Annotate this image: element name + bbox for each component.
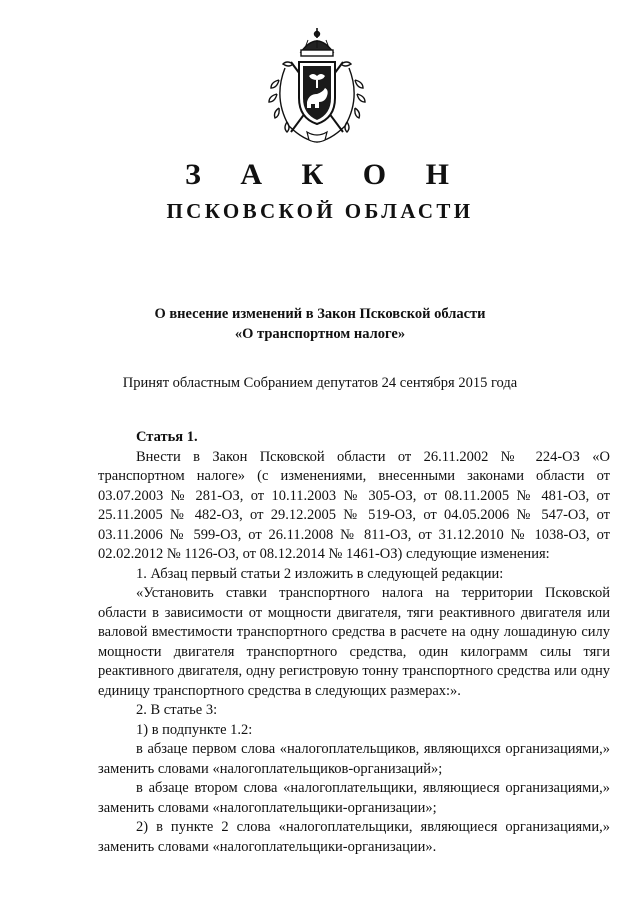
paragraph: 2) в пункте 2 слова «налогоплательщики, являющиеся организациями,» заменить словами «налогоплательщики-организации». <box>98 819 610 855</box>
document-title: З А К О Н <box>185 158 465 191</box>
article-body <box>98 428 610 857</box>
paragraph: 1) в подпункте 1.2: <box>136 721 253 738</box>
paragraph: 2. В статье 3: <box>136 702 218 718</box>
subject-line-1: О внесение изменений в Закон Псковской области <box>154 306 486 322</box>
crown-icon <box>301 28 333 56</box>
paragraph: «Установить ставки транспортного налога на территории Псковской области в зависимости от мощности двигателя, тяги реактивного двигателя или валовой вместимости транспортного средства в расчете на одну лошадиную силу мощности двигателя транспортного средства, один килограмм силы тяги реактивного двигателя, одну регистровую тонну транспортного средства или одну единицу транспортного средства в следующих размерах:». <box>98 585 610 699</box>
paragraph: Внести в Закон Псковской области от 26.11.2002 № 224-ОЗ «О транспортном налоге» (с изменениями, внесенными законами области от 03.07.2003 № 281-ОЗ, от 10.11.2003 № 305-ОЗ, от 08.11.2005 № 481-ОЗ, от 25.11.2005 № 482-ОЗ, от 29.12.2005 № 519-ОЗ, от 04.05.2006 № 547-ОЗ, от 03.11.2006 № 599-ОЗ, от 26.11.2008 № 811-ОЗ, от 31.12.2010 № 1038-ОЗ, от 02.02.2012 № 1126-ОЗ, от 08.12.2014 № 1461-ОЗ) следующие изменения: <box>98 448 610 562</box>
shield-icon <box>299 62 335 124</box>
coat-of-arms-emblem <box>263 28 371 146</box>
paragraph: в абзаце первом слова «налогоплательщиков, являющихся организациями,» заменить словами «налогоплательщиков-организаций»; <box>98 741 610 777</box>
article-title: Статья 1. <box>136 429 198 445</box>
paragraph: в абзаце втором слова «налогоплательщики, являющиеся организациями,» заменить словами «налогоплательщики-организации»; <box>98 780 610 816</box>
subject-line-2: «О транспортном налоге» <box>234 326 406 342</box>
paragraph: 1. Абзац первый статьи 2 изложить в следующей редакции: <box>136 565 504 582</box>
law-subject <box>0 304 640 344</box>
ribbon <box>307 132 327 142</box>
region-title: ПСКОВСКОЙ ОБЛАСТИ <box>166 199 474 223</box>
adoption-note: Принят областным Собранием депутатов 24 сентября 2015 года <box>122 375 518 391</box>
